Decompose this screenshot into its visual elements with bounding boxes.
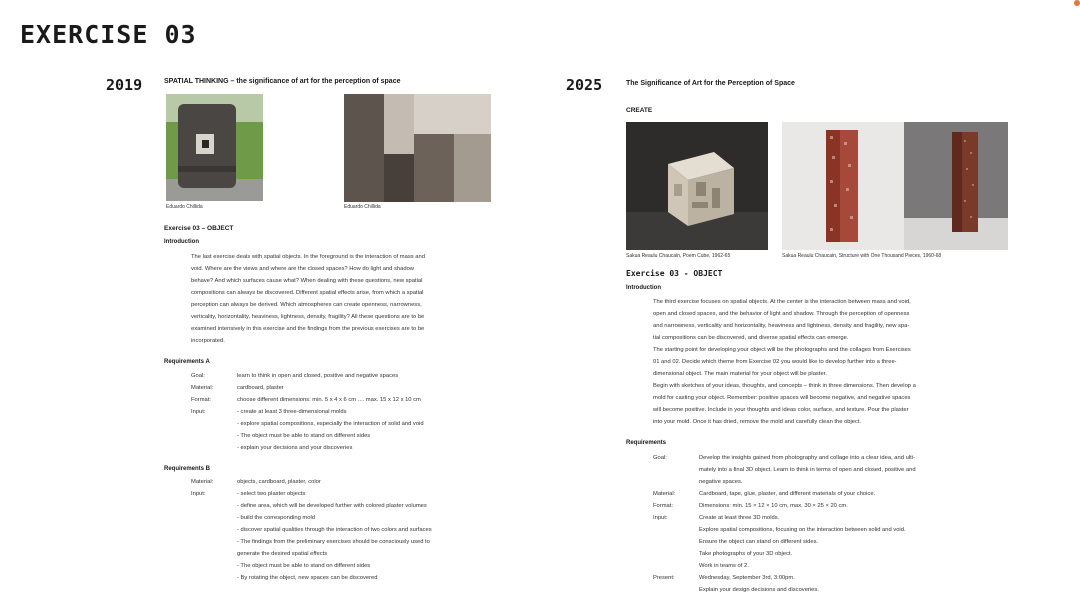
left-req-b-label: Requirements B xyxy=(164,466,211,472)
req-row: Explore spatial compositions, focusing on the interaction between solid and void. xyxy=(699,527,906,533)
text-line: compositions can always be discovered. Different spatial effects arise, from which a spatial xyxy=(191,290,424,296)
page-title: EXERCISE 03 xyxy=(20,20,197,49)
req-row: Material: Cardboard, tape, glue, plaster, and different materials of your choice. xyxy=(653,491,876,497)
right-heading: The Significance of Art for the Perception of Space xyxy=(626,80,795,87)
create-label: CREATE xyxy=(626,107,653,114)
text-line: into your mold. Once it has dried, remove the mold and carefully clean the object. xyxy=(653,419,862,425)
text-line: The starting point for developing your object will be the photographs and the collages from Exercises xyxy=(653,347,911,353)
left-req-a xyxy=(191,370,521,454)
req-row: Material: cardboard, plaster xyxy=(191,385,284,391)
text-line: behave? And which surfaces cause what? When dealing with these questions, new spatial xyxy=(191,278,423,284)
chillida-photo-2 xyxy=(344,94,491,202)
req-row: Present: Wednesday, September 3rd, 3:00pm. xyxy=(653,575,795,581)
text-line: incorporated. xyxy=(191,338,225,344)
right-intro-label: Introduction xyxy=(626,285,661,291)
left-intro-label: Introduction xyxy=(164,239,199,245)
text-line: perception can always be derived. Which atmospheres can create openness, narrowness, xyxy=(191,302,422,308)
left-req-a-label: Requirements A xyxy=(164,359,210,365)
req-row: Explain your design decisions and discoveries. xyxy=(699,587,819,593)
year-2019: 2019 xyxy=(106,76,143,94)
right-req xyxy=(653,452,1033,596)
req-row: mately into a final 3D object. Learn to think in terms of open and closed, positive and xyxy=(699,467,916,473)
req-row: - discover spatial qualities through the interaction of two colors and surfaces xyxy=(237,527,432,533)
corner-dot xyxy=(1074,0,1080,6)
structure-photo-2 xyxy=(904,122,1008,250)
req-row: Ensure the object can stand on different sides. xyxy=(699,539,819,545)
req-row: Goal: learn to think in open and closed, positive and negative spaces xyxy=(191,373,399,379)
text-line: open and closed spaces, and the behavior of light and shadow. Through the perception of openness xyxy=(653,311,910,317)
req-row: negative spaces. xyxy=(699,479,743,485)
req-row: - The object must be able to stand on different sides xyxy=(237,433,371,439)
text-line: examined intensively in this exercise and the findings from the previous exercises are to be xyxy=(191,326,425,332)
text-line: dimensional object. The main material for your object will be plaster. xyxy=(653,371,827,377)
left-exercise-title: Exercise 03 – OBJECT xyxy=(164,225,234,232)
chillida-photo-1 xyxy=(166,94,263,201)
req-row: - define area, which will be developed further with colored plaster volumes xyxy=(237,503,427,509)
req-row: Work in teams of 2. xyxy=(699,563,749,569)
req-row: - build the corresponding mold xyxy=(237,515,315,521)
text-line: Begin with sketches of your ideas, thoughts, and concepts – think in three dimensions. Then develop a xyxy=(653,383,916,389)
year-2025: 2025 xyxy=(566,76,603,94)
req-row: - The object must be able to stand on different sides xyxy=(237,563,371,569)
right-exercise-title: Exercise 03 - OBJECT xyxy=(626,269,723,278)
text-line: void. Where are the views and where are the closed spaces? How do light and shadow xyxy=(191,266,414,272)
left-req-b xyxy=(191,476,521,584)
req-row: Format: choose different dimensions: min. 5 x 4 x 6 cm .... max. 15 x 12 x 10 cm xyxy=(191,397,421,403)
left-heading: SPATIAL THINKING – the significance of art for the perception of space xyxy=(164,78,401,85)
req-row: - The findings from the preliminary exercises should be consciously used to xyxy=(237,539,430,545)
req-row: Goal: Develop the insights gained from photography and collage into a clear idea, and ulti- xyxy=(653,455,915,461)
text-line: and narrowness, verticality and horizontality, heaviness and lightness, density and fragility, new spa- xyxy=(653,323,910,329)
caption-right-1: Sakua Reaulu Chaucain, Poem Cube, 1962-65 xyxy=(626,253,731,259)
req-row: Input: - select two plaster objects xyxy=(191,491,306,497)
right-req-label: Requirements xyxy=(626,440,667,446)
req-row: generate the desired spatial effects xyxy=(237,551,328,557)
text-line: The third exercise focuses on spatial objects. At the center is the interaction between mass and void, xyxy=(653,299,911,305)
poem-cube-photo xyxy=(626,122,768,250)
right-intro-text xyxy=(653,296,1033,428)
text-line: will become positive. Include in your thoughts and ideas color, surface, and texture. Pour the plaster xyxy=(653,407,909,413)
left-intro-text xyxy=(191,251,521,347)
req-row: - By rotating the object, new spaces can be discovered xyxy=(237,575,378,581)
structure-photo-1 xyxy=(782,122,904,250)
text-line: mold for casting your object. Remember: positive spaces will become negative, and negative spaces xyxy=(653,395,911,401)
text-line: tial compositions can be discovered, and diverse spatial effects can emerge. xyxy=(653,335,849,341)
caption-left-2: Eduardo Chillida xyxy=(344,204,381,210)
req-row: - explain your decisions and your discoveries xyxy=(237,445,353,451)
req-row: Input: Create at least three 3D molds. xyxy=(653,515,780,521)
text-line: verticality, horizontality, heaviness, lightness, density, fragility? All these questions are to be xyxy=(191,314,425,320)
caption-right-2: Sakua Reaulu Chaucain, Structure with One Thousand Pieces, 1960-68 xyxy=(782,253,942,259)
req-row: Input: - create at least 3 three-dimensional molds xyxy=(191,409,347,415)
req-row: - explore spatial compositions, especially the interaction of solid and void xyxy=(237,421,424,427)
req-row: Format: Dimensions: min. 15 × 12 × 10 cm, max. 30 × 25 × 20 cm. xyxy=(653,503,848,509)
req-row: Material: objects, cardboard, plaster, color xyxy=(191,479,321,485)
caption-left-1: Eduardo Chillida xyxy=(166,204,203,210)
req-row: Take photographs of your 3D object. xyxy=(699,551,793,557)
text-line: 01 and 02. Decide which theme from Exercise 02 you would like to develop further into a three- xyxy=(653,359,897,365)
text-line: The last exercise deals with spatial objects. In the foreground is the interaction of mass and xyxy=(191,254,425,260)
